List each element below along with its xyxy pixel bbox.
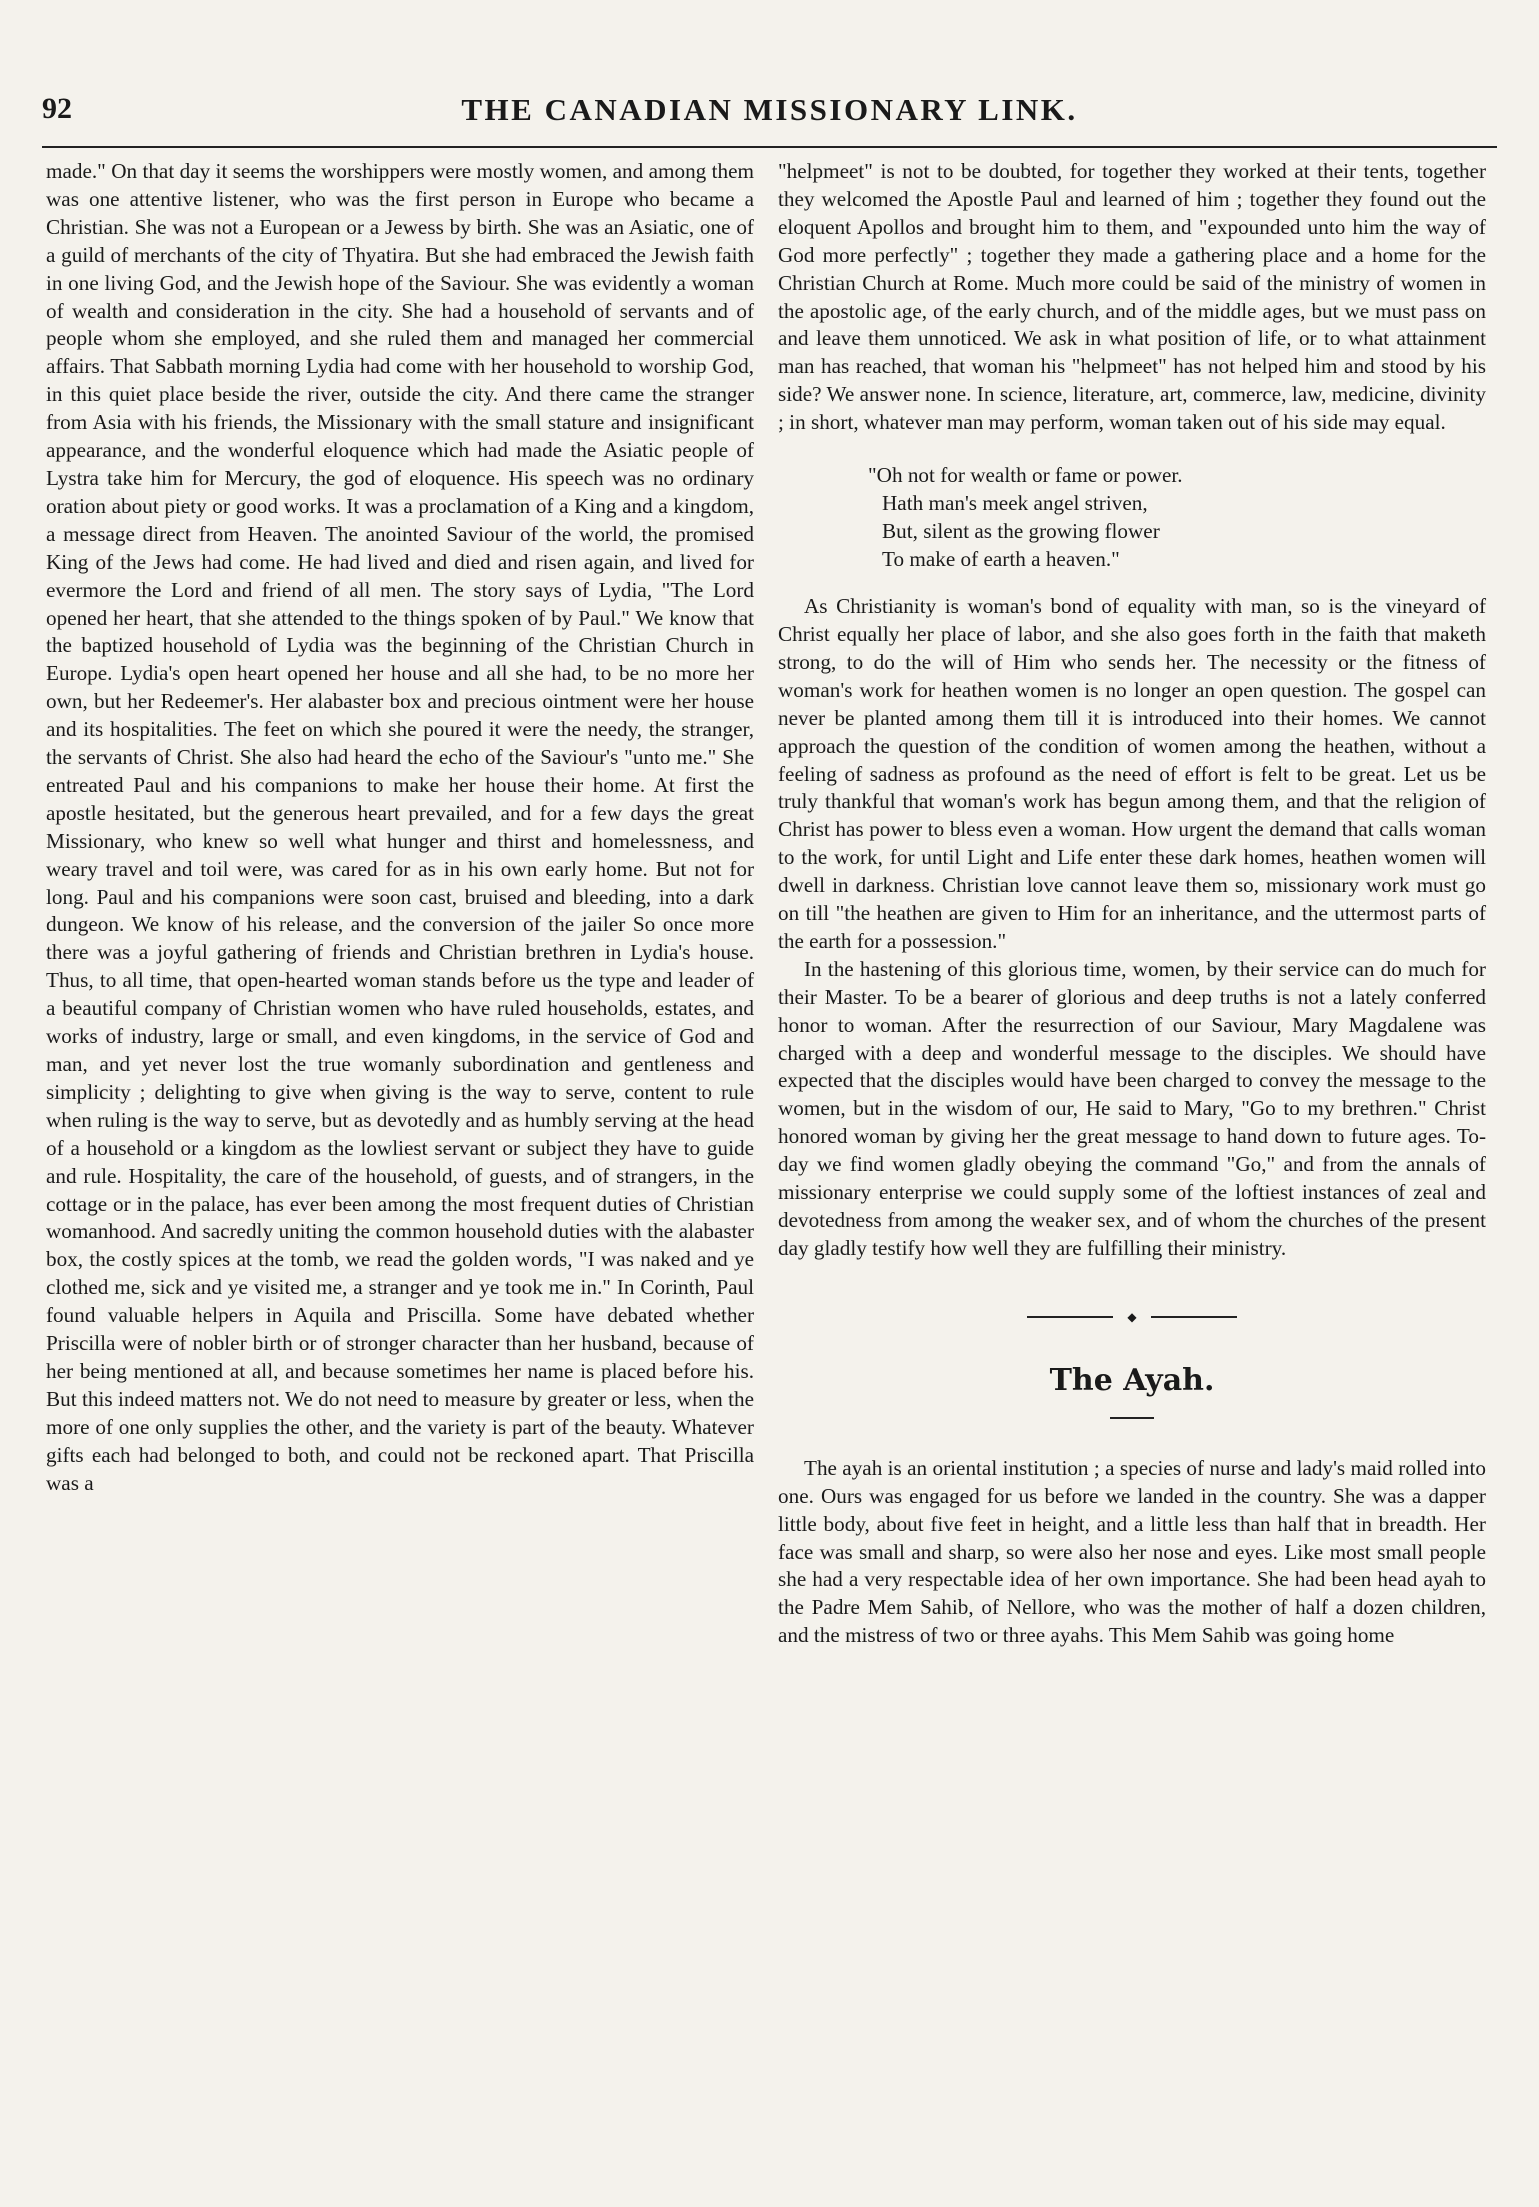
body-paragraph: made." On that day it seems the worshippers were mostly women, and among them was one attentive listener, who was the first person in Europe who became a Christian. She was not a European or a Jewess by birth. She was an Asiatic, one of a guild of merchants of the city of Thyatira. But she had embraced the Jewish faith in one living God, and the Jewish hope of the Saviour. She was evidently a woman of wealth and consideration in the city. She had a household of servants and of people whom she employed, and she ruled them and managed her commercial affairs. That Sabbath morning Lydia had come with her household to worship God, in this quiet place beside the river, outside the city. And there came the stranger from Asia with his friends, the Missionary with the small stature and insignificant appearance, and the wonderful eloquence which had made the Asiatic people of Lystra take him for Mercury, the god of eloquence. His speech was no ordinary oration about piety or good works. It was a proclamation of a King and a kingdom, a message direct from Heaven. The anointed Saviour of the world, the promised King of the Jews had come. He had lived and died and risen again, and lived for evermore the Lord and friend of all men. The story says of Lydia, "The Lord opened her heart, that she attended to the things spoken of by Paul." We know that the baptized household of Lydia was the beginning of the Christian Church in Europe. Lydia's open heart opened her house and all she had, to be no more her own, but her Redeemer's. Her alabaster box and precious ointment were her house and its hospitalities. The feet on which she poured it were the needy, the stranger, the servants of Christ. She also had heard the echo of the Saviour's "unto me." She entreated Paul and his companions to make her house their home. At first the apostle hesitated, but the generous heart prevailed, and for a few days the great Missionary, who knew so well what hunger and thirst and homelessness, and weary travel and toil were, was cared for as in his own early home. But not for long. Paul and his companions were soon cast, bruised and bleeding, into a dark dungeon. We know of his release, and the conversion of the jailer So once more there was a joyful gathering of friends and Christian brethren in Lydia's house. Thus, to all time, that open-hearted woman stands before us the type and leader of a beautiful company of Christian women who have ruled households, estates, and works of industry, large or small, and even kingdoms, in the service of God and man, and yet never lost the true womanly subordination and gentleness and simplicity ; delighting to give when giving is the way to serve, content to rule when ruling is the way to serve, but as devotedly and as humbly serving at the head of a household or a kingdom as the lowliest servant or subject they have to guide and rule. Hospitality, the care of the household, of guests, and of strangers, in the cottage or in the palace, has ever been among the most frequent duties of Christian womanhood. And sacredly uniting the common household duties with the alabaster box, the costly spices at the tomb, we read the golden words, "I was naked and ye clothed me, sick and ye visited me, a stranger and ye took me in." In Corinth, Paul found valuable helpers in Aquila and Priscilla. Some have debated whether Priscilla were of nobler birth or of stronger character than her husband, because of her being mentioned at all, and because sometimes her name is placed before his. But this indeed matters not. We do not need to measure by greater or less, when the more of one only supplies the other, and the variety is part of the beauty. Whatever gifts each had belonged to both, and could not be reckoned apart. That Priscilla was a xyxy=(46,159,754,1495)
divider-ornament-icon: ◆ xyxy=(1127,1309,1137,1324)
body-paragraph: As Christianity is woman's bond of equality with man, so is the vineyard of Christ equally her place of labor, and she also goes forth in the faith that maketh strong, to do the will of Him who sends her. The necessity or the fitness of woman's work for heathen women is no longer an open question. The gospel can never be planted among them till it is introduced into their homes. We cannot approach the question of the condition of women among the heathen, without a feeling of sadness as profound as the need of effort is felt to be great. Let us be truly thankful that woman's work has begun among them, and that the religion of Christ has power to bless even a woman. How urgent the demand that calls woman to the work, for until Light and Life enter these dark homes, heathen women will dwell in darkness. Christian love cannot leave them so, missionary work must go on till "the heathen are given to Him for an inheritance, and the uttermost parts of the earth for a possession." xyxy=(778,594,1486,953)
poem-line: But, silent as the growing flower xyxy=(882,519,1160,544)
page-number: 92 xyxy=(42,92,72,125)
journal-title: THE CANADIAN MISSIONARY LINK. xyxy=(461,92,1078,127)
section-title: The Ayah. xyxy=(1049,1362,1215,1398)
header-rule xyxy=(42,146,1497,148)
poem-line: Hath man's meek angel striven, xyxy=(882,491,1148,516)
page-header xyxy=(42,92,1497,142)
section-divider xyxy=(1027,1311,1237,1323)
title-rule xyxy=(1110,1417,1154,1419)
left-column xyxy=(46,158,754,1498)
body-paragraph: "helpmeet" is not to be doubted, for together they worked at their tents, together they welcomed the Apostle Paul and learned of him ; together they found out the eloquent Apollos and brought him to them, and "expounded unto him the way of God more perfectly" ; together they made a gathering place and a home for the Christian Church at Rome. Much more could be said of the ministry of women in the apostolic age, of the early church, and of the middle ages, but we must pass on and leave them unnoticed. We ask in what position of life, or to what attainment man has reached, that woman his "helpmeet" has not helped him and stood by his side? We answer none. In science, literature, art, commerce, law, medicine, divinity ; in short, whatever man may perform, woman taken out of his side may equal. xyxy=(778,159,1486,435)
body-paragraph: In the hastening of this glorious time, women, by their service can do much for their Master. To be a bearer of glorious and deep truths is not a lately conferred honor to woman. After the resurrection of our Saviour, Mary Magdalene was charged with a deep and wonderful message to the disciples. We should have expected that the disciples would have been charged to convey the message to the women, but in the wisdom of our, He said to Mary, "Go to my brethren." Christ honored woman by giving her the great message to hand down to future ages. To-day we find women gladly obeying the command "Go," and from the annals of missionary enterprise we could supply some of the loftiest instances of zeal and devotedness from among the weaker sex, and of whom the churches of the present day gladly testify how well they are fulfilling their ministry. xyxy=(778,956,1486,1260)
poem-line: To make of earth a heaven." xyxy=(882,547,1120,572)
poem-line: "Oh not for wealth or fame or power. xyxy=(868,463,1183,488)
body-paragraph: The ayah is an oriental institution ; a species of nurse and lady's maid rolled into one. Ours was engaged for us before we landed in the country. She was a dapper little body, about five feet in height, and a little less than half that in breadth. Her face was small and sharp, so were also her nose and eyes. Like most small people she had a very respectable idea of her own importance. She had been head ayah to the Padre Mem Sahib, of Nellore, who was the mother of half a dozen children, and the mistress of two or three ayahs. This Mem Sahib was going home xyxy=(778,1455,1486,1648)
right-column xyxy=(778,158,1486,1650)
poem-quote xyxy=(868,461,1486,573)
